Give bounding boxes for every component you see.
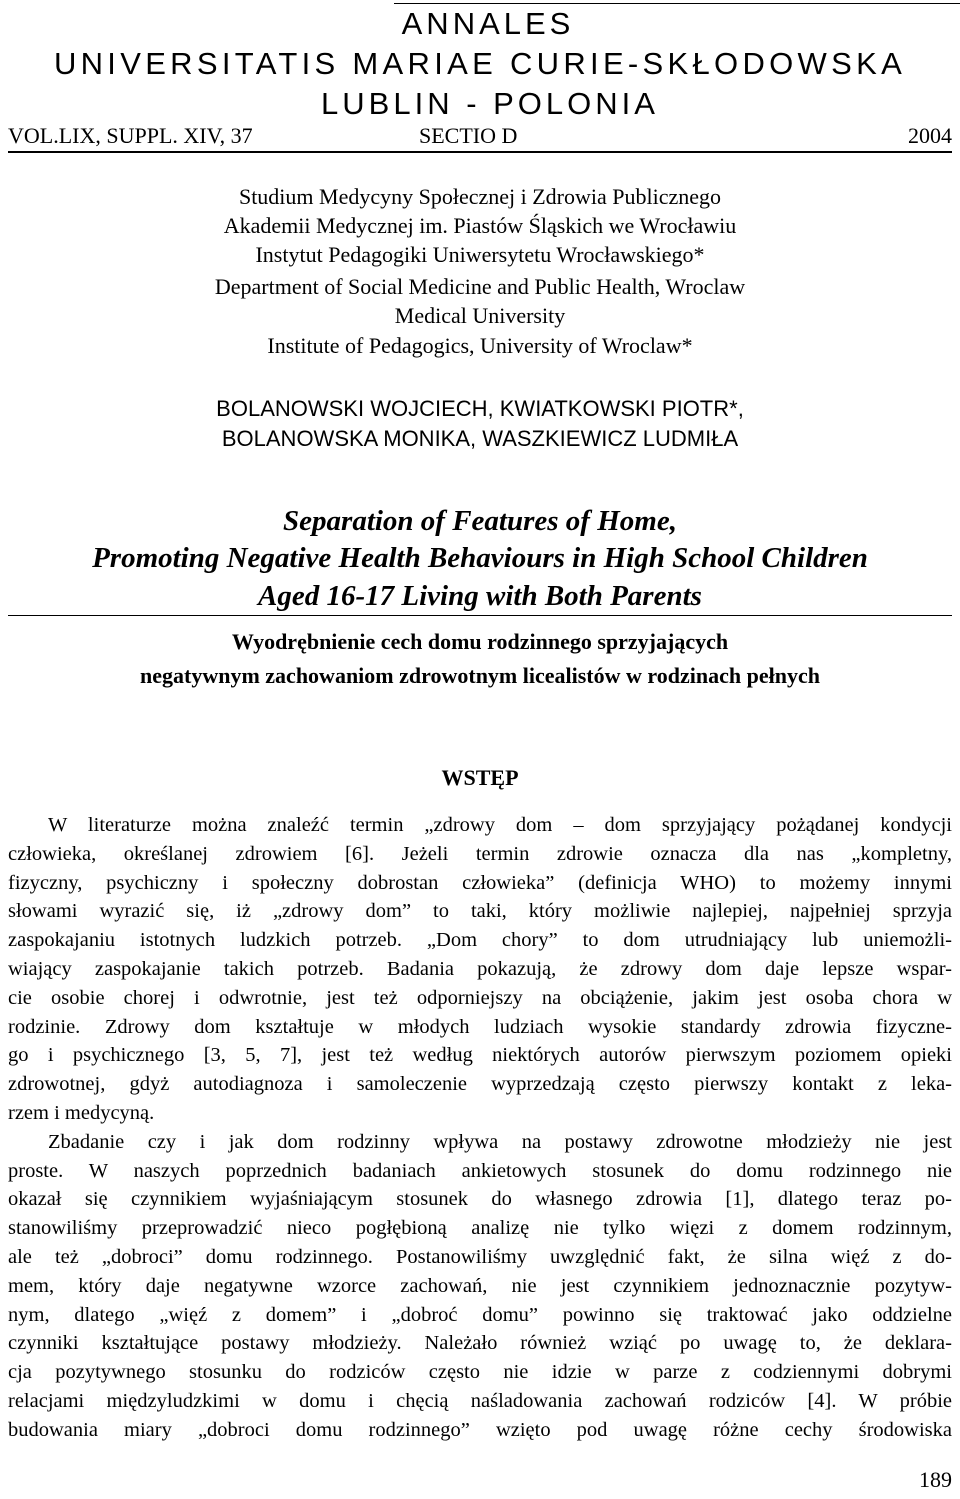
affiliation-line: Akademii Medycznej im. Piastów Śląskich we Wrocławiu [223, 213, 737, 238]
body-line: słowami wyrazić się, iż „zdrowy dom” to taki, który możliwie najlepiej, najpełniej sprzyja [8, 900, 952, 923]
year: 2004 [908, 123, 952, 148]
body-line: wiający zaspokajanie takich potrzeb. Badania pokazują, że zdrowy dom daje lepsze wspar- [8, 957, 952, 980]
english-title-line: Separation of Features of Home, [283, 505, 677, 537]
body-line: rzem i medycyną. [8, 1101, 155, 1124]
affiliation-line: Department of Social Medicine and Public Health, Wroclaw [214, 274, 746, 299]
authors-line: BOLANOWSKA MONIKA, WASZKIEWICZ LUDMIŁA [221, 426, 739, 451]
journal-name-line-3: LUBLIN - POLONIA [321, 86, 659, 121]
body-line: nym, dlatego „więź z domem” i „dobroć domu” powinno się traktować jako oddzielne [8, 1303, 952, 1326]
body-line: czynniki kształtujące postawy młodzieży. Należało również wziąć po uwagę to, że deklara- [8, 1332, 952, 1355]
section-info: SECTIO D [419, 123, 518, 148]
body-line: budowania miary „dobroci domu rodzinnego” wzięto pod uwagę różne cechy środowiska [8, 1418, 952, 1441]
affiliation-line: Instytut Pedagogiki Uniwersytetu Wrocławskiego* [255, 242, 705, 267]
body-line: zdrowotnej, gdyż autodiagnoza i samoleczenie wyprzedzają często pierwszy kontakt z leka- [8, 1073, 952, 1096]
body-line: go i psychicznego [3, 5, 7], jest też według niektórych autorów pierwszym poziomem opieki [8, 1044, 952, 1067]
body-line: ale też „dobroci” domu rodzinnego. Postanowiliśmy uwzględnić fakt, że silna więź z do- [8, 1245, 952, 1268]
volume-info: VOL.LIX, SUPPL. XIV, 37 [8, 123, 253, 148]
section-heading: WSTĘP [441, 765, 519, 790]
body-line: cja pozytywnego stosunku do rodziców często nie idzie w parze z codziennymi dobrymi [8, 1361, 952, 1384]
body-line: W literaturze można znaleźć termin „zdrowy dom – dom sprzyjający pożądanej kondycji [48, 814, 952, 836]
body-line: Zbadanie czy i jak dom rodzinny wpływa na postawy zdrowotne młodzieży nie jest [48, 1130, 952, 1153]
authors-line: BOLANOWSKI WOJCIECH, KWIATKOWSKI PIOTR*, [216, 396, 744, 421]
affiliation-line: Medical University [394, 303, 566, 328]
affiliation-line: Institute of Pedagogics, University of Wroclaw* [267, 333, 693, 358]
volume-row [8, 123, 952, 151]
polish-title-line: Wyodrębnienie cech domu rodzinnego sprzyjających [231, 629, 729, 654]
affiliation-line: Studium Medycyny Społecznej i Zdrowia Publicznego [238, 184, 722, 209]
polish-title-line: negatywnym zachowaniom zdrowotnym licealistów w rodzinach pełnych [140, 663, 820, 688]
body-line: człowieka, określanej zdrowiem [6]. Jeżeli termin zdrowie oznacza dla nas „kompletny, [8, 842, 952, 865]
body-line: stanowiliśmy przeprowadzić nieco pogłębioną analizę nie tylko więzi z domem rodzinnym, [8, 1217, 952, 1240]
body-line: zaspokajaniu istotnych ludzkich potrzeb. „Dom chory” to dom utrudniający lub uniemożli- [8, 929, 952, 952]
header-rule [8, 151, 952, 153]
body-line: rodzinie. Zdrowy dom kształtuje w młodych ludziach wysokie standardy zdrowia fizyczne- [8, 1015, 952, 1038]
english-title-line: Promoting Negative Health Behaviours in High School Children [92, 542, 868, 574]
body-text [8, 811, 952, 1445]
body-line: okazał się czynnikiem wyjaśniającym stosunek do własnego zdrowia [1], dlatego teraz po- [8, 1188, 952, 1211]
body-line: relacjami międzyludzkimi w domu i chęcią naśladowania zachowań rodziców [4]. W próbie [8, 1389, 952, 1412]
page-number: 189 [919, 1467, 952, 1492]
journal-name-line-2: UNIVERSITATIS MARIAE CURIE-SKŁODOWSKA [53, 46, 907, 81]
body-line: proste. W naszych poprzednich badaniach ankietowych stosunek do domu rodzinnego nie [8, 1159, 952, 1182]
body-line: cie osobie chorej i odwrotnie, jest też odporniejszy na obciążenie, jakim jest osoba chora w [8, 986, 952, 1009]
journal-name-line-1: ANNALES [401, 6, 575, 41]
top-rule [394, 3, 960, 4]
title-rule [8, 615, 952, 616]
body-line: mem, który daje negatywne wzorce zachowań, nie jest czynnikiem jednoznacznie pozytyw- [8, 1274, 952, 1297]
english-title-line: Aged 16-17 Living with Both Parents [258, 580, 702, 612]
body-line: fizyczny, psychiczny i społeczny dobrostan człowieka” (definicja WHO) to możemy innymi [8, 871, 952, 894]
